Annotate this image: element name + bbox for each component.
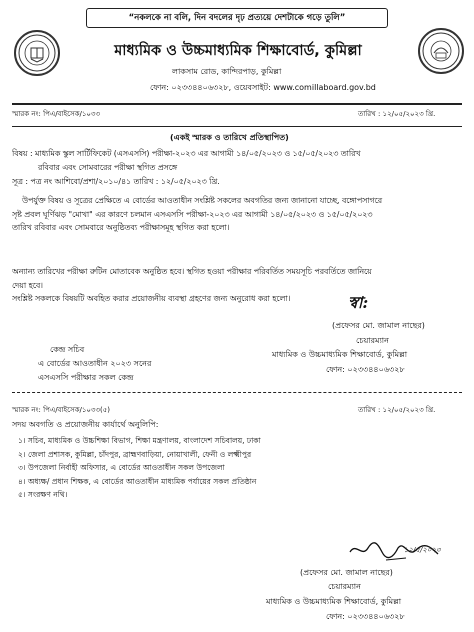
body-line: তারিখ রবিবার এবং সোমবারে অনুষ্ঠিতব্য পরীক্ষাসমূহ স্থগিত করা হলো।: [12, 223, 230, 232]
recipient-line: এ বোর্ডের আওতাধীন ২০২৩ সনের: [38, 359, 152, 368]
chairman-office: মাধ্যমিক ও উচ্চমাধ্যমিক শিক্ষাবোর্ড, কুমিল্লা: [272, 350, 408, 359]
signature-scrawl: স্বা:: [348, 293, 369, 312]
board-address: লাকসাম রোড, কান্দিরপাড়, কুমিল্লা: [172, 67, 282, 76]
chairman-title: চেয়ারম্যান: [356, 336, 389, 345]
copy-memo-number: স্মারক নং: পিএ/বাইসেক/১০৩৩(৫): [12, 406, 111, 414]
body-line: অন্যান্য তারিখের পরীক্ষা রুটিন মোতাবেক অনুষ্ঠিত হবে। স্থগিত হওয়া পরীক্ষার পরিবর্তিত সময়সূচি পরবর্তিতে জানিয়ে: [12, 267, 372, 276]
list-item: ১। সচিব, মাধ্যমিক ও উচ্চশিক্ষা বিভাগ, শিক্ষা মন্ত্রণালয়, বাংলাদেশ সচিবালয়, ঢাকা: [18, 436, 261, 445]
board-logo-icon: [17, 33, 57, 73]
board-contact: ফোন: ০২৩৩৪৪০৬৩২৮, ওয়েবসাইট: www.comillaboard.gov.bd: [150, 83, 376, 92]
slogan-text: “নকলকে না বলি, দিন বদলের দৃঢ় প্রত্যয়ে দেশটাকে গড়ে তুলি”: [128, 13, 346, 23]
section-divider: [12, 392, 462, 393]
list-item: ৩। উপজেলা নির্বাহী অফিসার, এ বোর্ডের আওতাধীন সকল উপজেলা: [18, 463, 225, 472]
list-item: ৪। অধ্যক্ষ/ প্রধান শিক্ষক, এ বোর্ডের আওতাধীন মাধ্যমিক পর্যায়ের সকল প্রতিষ্ঠান: [18, 476, 257, 486]
slogan-box: [86, 8, 388, 28]
copy-list: [18, 434, 261, 502]
replacement-heading: (একই স্মারক ও তারিখে প্রতিস্থাপিত): [170, 133, 289, 142]
list-item: ৫। সংরক্ষণ নথি।: [18, 490, 68, 499]
body-line: উপর্যুক্ত বিষয় ও সূত্রের প্রেক্ষিতে এ বোর্ডের আওতাধীন সংশ্লিষ্ট সকলের অবগতির জন্য জানানো যাচ্ছে, বঙ্গোপসাগরে: [22, 196, 383, 205]
official-seal-icon: [421, 31, 461, 71]
body-paragraph-2: [12, 265, 462, 306]
chairman-name: (প্রফেসর মো. জামাল নাছের): [332, 321, 425, 330]
recipient-line: এসএসসি পরীক্ষার সকল কেন্দ্র: [38, 373, 134, 382]
list-item: ২। জেলা প্রশাসক, কুমিল্লা, চাঁদপুর, ব্রাহ্মণবাড়িয়া, নোয়াখালী, ফেনী ও লক্ষ্মীপুর: [18, 449, 252, 459]
recipient-line: কেন্দ্র সচিব: [50, 345, 85, 354]
board-name: মাধ্যমিক ও উচ্চমাধ্যমিক শিক্ষাবোর্ড, কুমিল্লা: [114, 43, 362, 59]
body-line: সংশ্লিষ্ট সকলকে বিষয়টি অবহিত করার প্রয়োজনীয় ব্যবস্থা গ্রহণের জন্য অনুরোধ করা হলো।: [12, 294, 291, 303]
chairman-phone: ফোন: ০২৩৩৪৪০৬৩২৮: [326, 365, 405, 374]
copy-memo-date: তারিখ : ১২/০৫/২০২৩ খ্রি.: [358, 406, 436, 414]
header-divider: [12, 103, 462, 105]
signature-date: ১২/৫/২০২৩: [404, 546, 441, 554]
board-logo: [14, 30, 60, 76]
reference-line: সূত্র : পত্র নং আশিবো/প্রশা/২০১০/৪১ তারিখ : ১২/০৫/২০২৩ খ্রি.: [12, 177, 220, 186]
copy-intro: সদয় অবগতি ও প্রয়োজনীয় কার্যার্থে অনুলিপি:: [12, 420, 159, 429]
memo-number: স্মারক নং: পিএ/বাইসেক/১০৩৩: [12, 110, 101, 118]
chairman-name-2: (প্রফেসর মো. জামাল নাছের): [300, 568, 393, 577]
body-line: সৃষ্ট প্রবল ঘূর্ণিঝড় "মোখা" এর কারণে চলমান এসএসসি পরীক্ষা-২০২৩ এর আগামী ১৪/০৫/২০২৩ ও ১৫/০৫/২০২৩: [12, 209, 373, 219]
chairman-title-2: চেয়ারম্যান: [328, 582, 361, 591]
subject-line: রবিবার এবং সোমবারের পরীক্ষা স্থগিত প্রসঙ্গে: [38, 162, 177, 172]
chairman-office-2: মাধ্যমিক ও উচ্চমাধ্যমিক শিক্ষাবোর্ড, কুমিল্লা: [266, 597, 402, 606]
official-seal: [418, 28, 464, 74]
body-paragraph: [12, 194, 462, 235]
memo-divider: [12, 126, 462, 127]
memo-date: তারিখ : ১২/০৫/২০২৩ খ্রি.: [358, 110, 436, 118]
subject-line: বিষয় : মাধ্যমিক স্কুল সার্টিফিকেট (এসএসসি) পরীক্ষা-২০২৩ এর আগামী ১৪/০৫/২০২৩ ও ১৫/০৫/২০২৩ তারিখ: [12, 149, 361, 158]
body-line: দেয়া হবে।: [12, 280, 43, 290]
chairman-phone-2: ফোন: ০২৩৩৪৪০৬৩২৮: [326, 612, 405, 621]
subject-block: [12, 147, 462, 189]
